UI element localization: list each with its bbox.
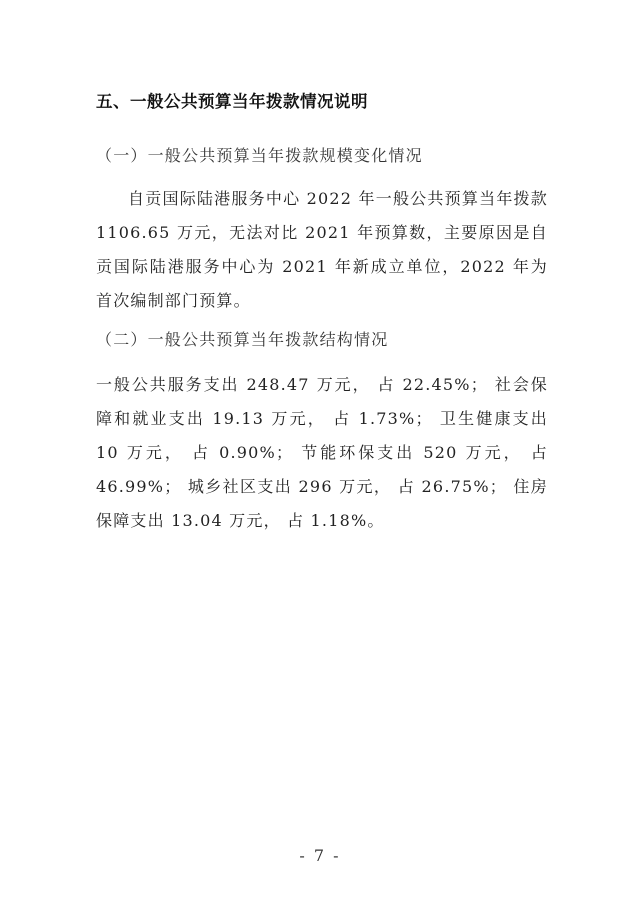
page-number: - 7 - xyxy=(299,846,341,865)
subsection-2-heading: （二）一般公共预算当年拨款结构情况 xyxy=(96,330,389,349)
subsection-1-heading: （一）一般公共预算当年拨款规模变化情况 xyxy=(96,146,423,165)
subsection-2-paragraph: 一般公共服务支出 248.47 万元， 占 22.45%； 社会保障和就业支出 19.13 万元， 占 1.73%； 卫生健康支出 10 万元， 占 0.90%； 节能环保支出 520 万元， 占 46.99%； 城乡社区支出 296 万元， 占 26.75%； 住房保障支出 13.04 万元， 占 1.18%。 xyxy=(96,375,548,530)
subsection-1-paragraph: 自贡国际陆港服务中心 2022 年一般公共预算当年拨款 1106.65 万元，无法对比 2021 年预算数，主要原因是自贡国际陆港服务中心为 2021 年新成立单位，2022 年为首次编制部门预算。 xyxy=(96,189,548,310)
section-heading: 五、一般公共预算当年拨款情况说明 xyxy=(96,92,368,111)
